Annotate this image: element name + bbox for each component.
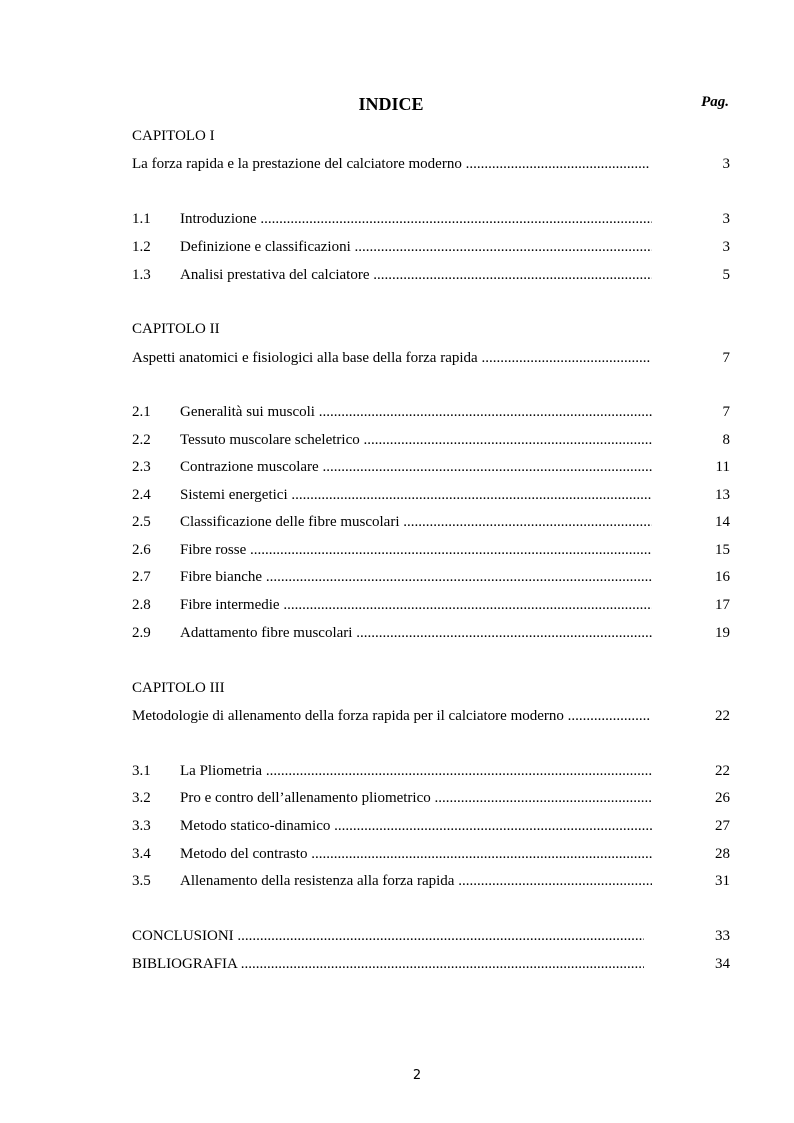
toc-entry-1-2[interactable] [132,237,730,257]
page-number: 28 [715,846,730,862]
page-number: 31 [715,873,730,889]
section-number: 2.5 [132,514,151,530]
section-title: La Pliometria ..... [180,761,652,781]
page-number: 22 [715,708,730,724]
toc-entry-3-3[interactable] [132,816,730,836]
section-title: Definizione e classificazioni ..... [180,237,652,257]
chapter-title: Aspetti anatomici e fisiologici alla base della forza rapida ..... [132,348,650,368]
page-number: 16 [715,569,730,585]
section-number: 3.5 [132,873,151,889]
page-number: 33 [715,928,730,944]
section-title: Sistemi energetici ..... [180,485,652,505]
toc-entry-2-1[interactable] [132,402,730,422]
toc-entry-2-8[interactable] [132,595,730,615]
page-number: 3 [722,156,730,172]
toc-entry-2-2[interactable] [132,430,730,450]
section-number: 2.9 [132,625,151,641]
section-number: 1.3 [132,267,151,283]
page-number: 3 [722,211,730,227]
section-number: 1.2 [132,239,151,255]
section-title: Fibre rosse ..... [180,540,652,560]
section-title: Allenamento della resistenza alla forza rapida ..... [180,871,652,891]
toc-entry-2-4[interactable] [132,485,730,505]
page-number: 17 [715,597,730,613]
section-number: 2.2 [132,432,151,448]
toc-entry-3-2[interactable] [132,788,730,808]
toc-entry-3-1[interactable] [132,761,730,781]
end-matter-title: CONCLUSIONI ..... [132,926,644,946]
chapter-2-entry[interactable] [132,348,730,368]
section-title: Metodo statico-dinamico ..... [180,816,652,836]
chapter-label: CAPITOLO III [132,680,225,696]
page-number: 22 [715,763,730,779]
section-title: Tessuto muscolare scheletrico ..... [180,430,652,450]
chapter-label: CAPITOLO II [132,321,220,337]
toc-entry-conclusioni[interactable] [132,926,730,946]
section-number: 2.6 [132,542,151,558]
page-number: 7 [722,350,730,366]
section-number: 2.7 [132,569,151,585]
toc-entry-1-3[interactable] [132,265,730,285]
toc-entry-3-5[interactable] [132,871,730,891]
section-title: Contrazione muscolare ..... [180,457,652,477]
section-number: 3.4 [132,846,151,862]
toc-entry-2-9[interactable] [132,623,730,643]
page-number: 3 [722,239,730,255]
section-number: 2.4 [132,487,151,503]
chapter-title: Metodologie di allenamento della forza rapida per il calciatore moderno ..... [132,706,650,726]
footer-page-number: 2 [412,1068,422,1083]
page-number: 34 [715,956,730,972]
page-number: 26 [715,790,730,806]
section-title: Fibre bianche ..... [180,567,652,587]
toc-entry-3-4[interactable] [132,844,730,864]
page-number: 13 [715,487,730,503]
section-title: Classificazione delle fibre muscolari ..... [180,512,652,532]
section-number: 2.8 [132,597,151,613]
page-column-label: Pag. [701,94,729,110]
section-number: 2.1 [132,404,151,420]
section-title: Adattamento fibre muscolari ..... [180,623,652,643]
section-number: 3.2 [132,790,151,806]
chapter-3-entry[interactable] [132,706,730,726]
chapter-3-label-row [132,678,730,698]
page-number: 15 [715,542,730,558]
chapter-title: La forza rapida e la prestazione del calciatore moderno ..... [132,154,650,174]
section-number: 2.3 [132,459,151,475]
section-title: Introduzione ..... [180,209,652,229]
end-matter-title: BIBLIOGRAFIA ..... [132,954,644,974]
section-title: Fibre intermedie ..... [180,595,652,615]
section-number: 1.1 [132,211,151,227]
toc-entry-2-7[interactable] [132,567,730,587]
toc-entry-bibliografia[interactable] [132,954,730,974]
page-number: 14 [715,514,730,530]
chapter-1-label-row [132,126,730,146]
toc-entry-2-3[interactable] [132,457,730,477]
toc-entry-1-1[interactable] [132,209,730,229]
section-number: 3.3 [132,818,151,834]
section-title: Generalità sui muscoli ..... [180,402,652,422]
page-number: 19 [715,625,730,641]
section-number: 3.1 [132,763,151,779]
toc-entry-2-6[interactable] [132,540,730,560]
section-title: Analisi prestativa del calciatore ..... [180,265,652,285]
page-number: 8 [722,432,730,448]
page-number: 27 [715,818,730,834]
chapter-2-label-row [132,319,730,339]
toc-entry-2-5[interactable] [132,512,730,532]
page-number: 11 [715,459,730,475]
section-title: Metodo del contrasto ..... [180,844,652,864]
toc-title: INDICE [358,94,424,114]
page-number: 7 [722,404,730,420]
chapter-1-entry[interactable] [132,154,730,174]
section-title: Pro e contro dell’allenamento pliometrico ..... [180,788,652,808]
chapter-label: CAPITOLO I [132,128,215,144]
page-number: 5 [722,267,730,283]
